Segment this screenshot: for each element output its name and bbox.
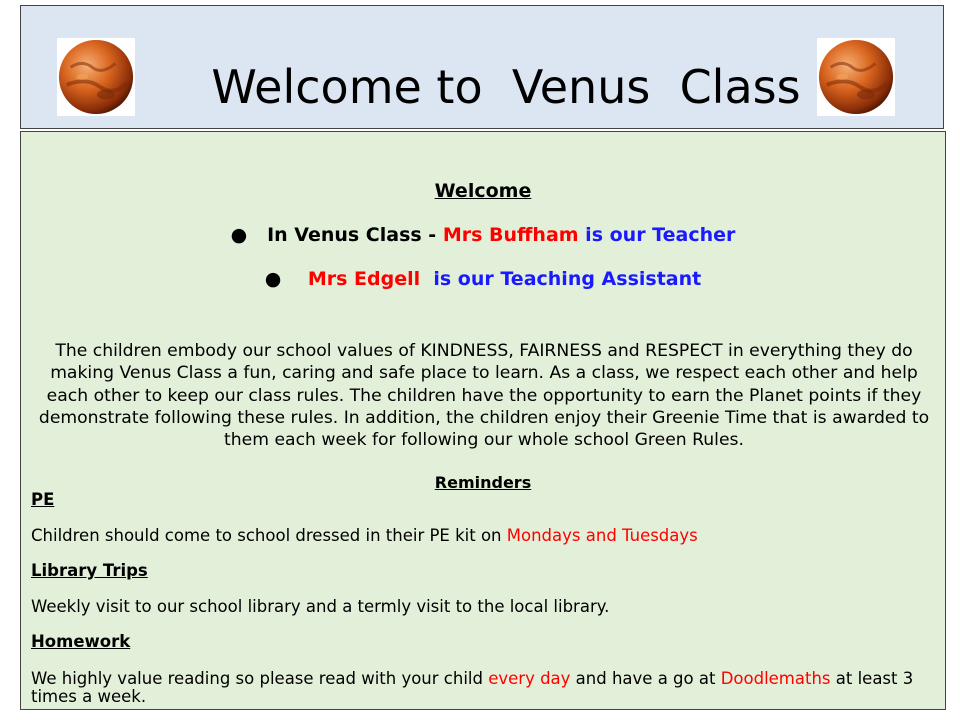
assistant-line bbox=[21, 267, 945, 291]
content-panel bbox=[20, 131, 946, 710]
teacher-line bbox=[21, 223, 945, 247]
homework-text-2: and have a go at bbox=[570, 669, 721, 688]
pe-heading: PE bbox=[31, 490, 55, 509]
assistant-name: Mrs Edgell bbox=[307, 268, 421, 290]
pe-days: Mondays and Tuesdays bbox=[506, 526, 698, 545]
teacher-line-prefix: In Venus Class - bbox=[267, 224, 443, 246]
reminders-heading: Reminders bbox=[434, 473, 532, 492]
homework-doodlemaths: Doodlemaths bbox=[720, 669, 831, 688]
teacher-name: Mrs Buffham bbox=[442, 224, 579, 246]
library-heading: Library Trips bbox=[31, 561, 148, 580]
bullet-icon: ● bbox=[264, 268, 282, 290]
bullet-icon: ● bbox=[230, 224, 248, 246]
homework-text-1: We highly value reading so please read with your child bbox=[31, 669, 489, 688]
pe-text bbox=[31, 527, 936, 545]
pe-text-body: Children should come to school dressed in their PE kit on bbox=[31, 526, 507, 545]
library-text: Weekly visit to our school library and a termly visit to the local library. bbox=[31, 597, 610, 616]
venus-planet-icon bbox=[57, 38, 135, 116]
homework-heading: Homework bbox=[31, 632, 131, 651]
homework-text-3: at least 3 times a week. bbox=[31, 669, 914, 706]
venus-planet-icon bbox=[817, 38, 895, 116]
homework-text bbox=[31, 670, 936, 706]
teacher-role: is our Teacher bbox=[578, 224, 736, 246]
values-paragraph: The children embody our school values of KINDNESS, FAIRNESS and RESPECT in everything they do making Venus Class a fun, caring and safe place to learn. As a class, we respect each other and help each other to keep our class rules. The children have the opportunity to earn the Planet points if they demonstrate following these rules. In addition, the children enjoy their Greenie Time that is awarded to them each week for following our whole school Green Rules. bbox=[38, 341, 930, 451]
header-banner bbox=[20, 5, 944, 129]
page-title: Welcome to Venus Class bbox=[211, 60, 801, 114]
homework-every-day: every day bbox=[488, 669, 571, 688]
welcome-heading: Welcome bbox=[434, 180, 532, 202]
assistant-role: is our Teaching Assistant bbox=[420, 268, 702, 290]
